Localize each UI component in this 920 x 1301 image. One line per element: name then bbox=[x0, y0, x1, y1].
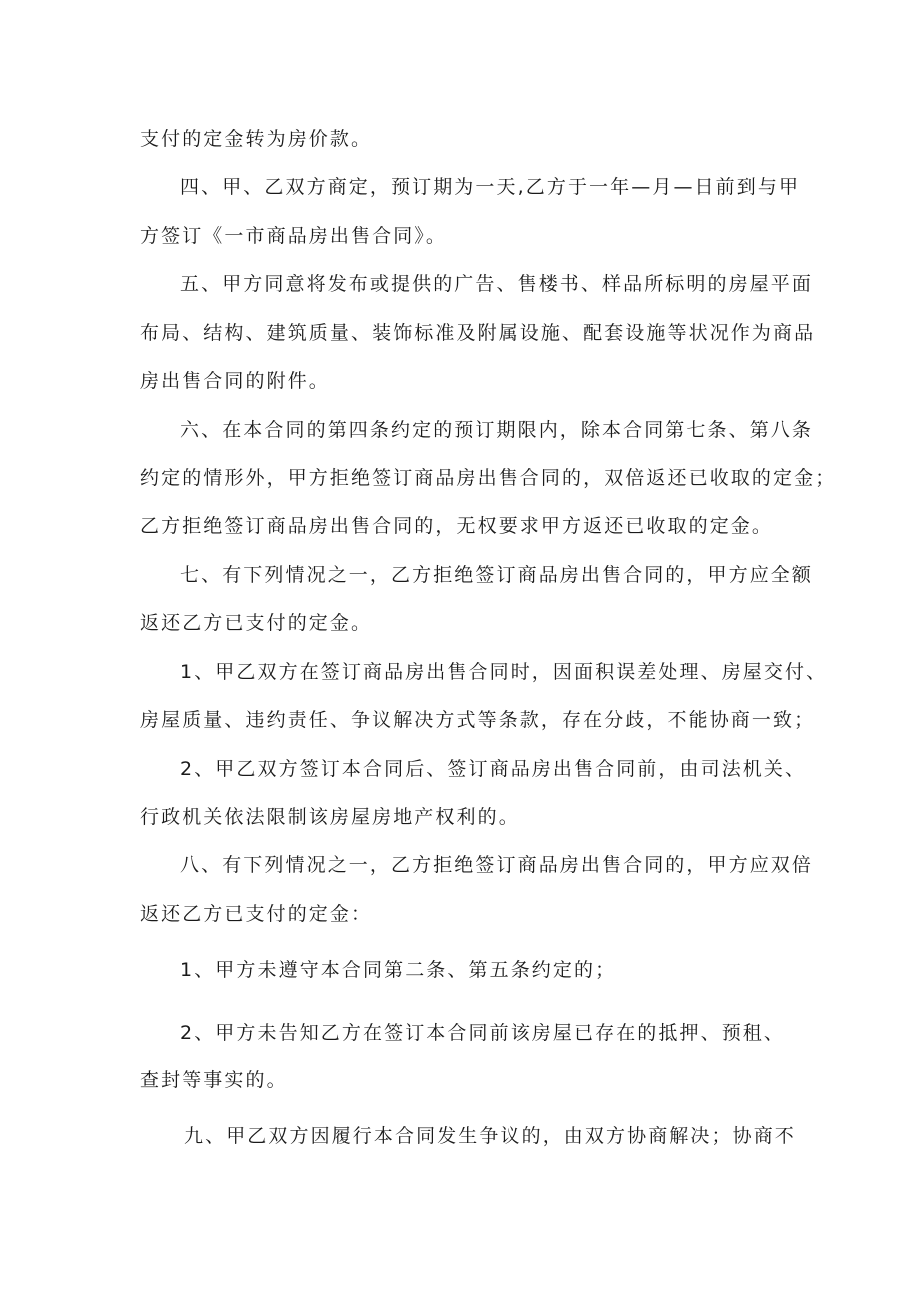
text-line: 五、甲方同意将发布或提供的广告、售楼书、样品所标明的房屋平面 bbox=[180, 273, 814, 295]
text-line: 布局、结构、建筑质量、装饰标准及附属设施、配套设施等状况作为商品 bbox=[140, 322, 816, 344]
text-line: 约定的情形外，甲方拒绝签订商品房出售合同的，双倍返还已收取的定金； bbox=[140, 467, 837, 489]
text-line: 九、甲乙双方因履行本合同发生争议的，由双方协商解决；协商不 bbox=[184, 1125, 796, 1147]
text-line: 支付的定金转为房价款。 bbox=[140, 128, 373, 150]
text-line: 房出售合同的附件。 bbox=[140, 370, 330, 392]
text-line: 房屋质量、违约责任、争议解决方式等条款，存在分歧，不能协商一致； bbox=[140, 709, 816, 731]
text-line: 六、在本合同的第四条约定的预订期限内，除本合同第七条、第八条 bbox=[180, 419, 814, 441]
text-line: 2、甲乙双方签订本合同后、签订商品房出售合同前，由司法机关、 bbox=[180, 758, 807, 780]
text-line: 行政机关依法限制该房屋房地产权利的。 bbox=[140, 806, 520, 828]
text-line: 1、甲方未遵守本合同第二条、第五条约定的； bbox=[180, 959, 617, 981]
text-line: 七、有下列情况之一，乙方拒绝签订商品房出售合同的，甲方应全额 bbox=[180, 564, 814, 586]
text-line: 八、有下列情况之一，乙方拒绝签订商品房出售合同的，甲方应双倍 bbox=[180, 854, 814, 876]
text-line: 四、甲、乙双方商定，预订期为一天,乙方于一年—月—日前到与甲 bbox=[180, 176, 801, 198]
text-line: 返还乙方已支付的定金： bbox=[140, 903, 373, 925]
text-line: 2、甲方未告知乙方在签订本合同前该房屋已存在的抵押、预租、 bbox=[180, 1022, 785, 1044]
text-line: 返还乙方已支付的定金。 bbox=[140, 612, 373, 634]
text-line: 1、甲乙双方在签订商品房出售合同时，因面积误差处理、房屋交付、 bbox=[180, 661, 828, 683]
text-line: 乙方拒绝签订商品房出售合同的，无权要求甲方返还已收取的定金。 bbox=[140, 515, 774, 537]
text-line: 查封等事实的。 bbox=[140, 1069, 288, 1091]
text-line: 方签订《一市商品房出售合同》。 bbox=[140, 225, 448, 247]
